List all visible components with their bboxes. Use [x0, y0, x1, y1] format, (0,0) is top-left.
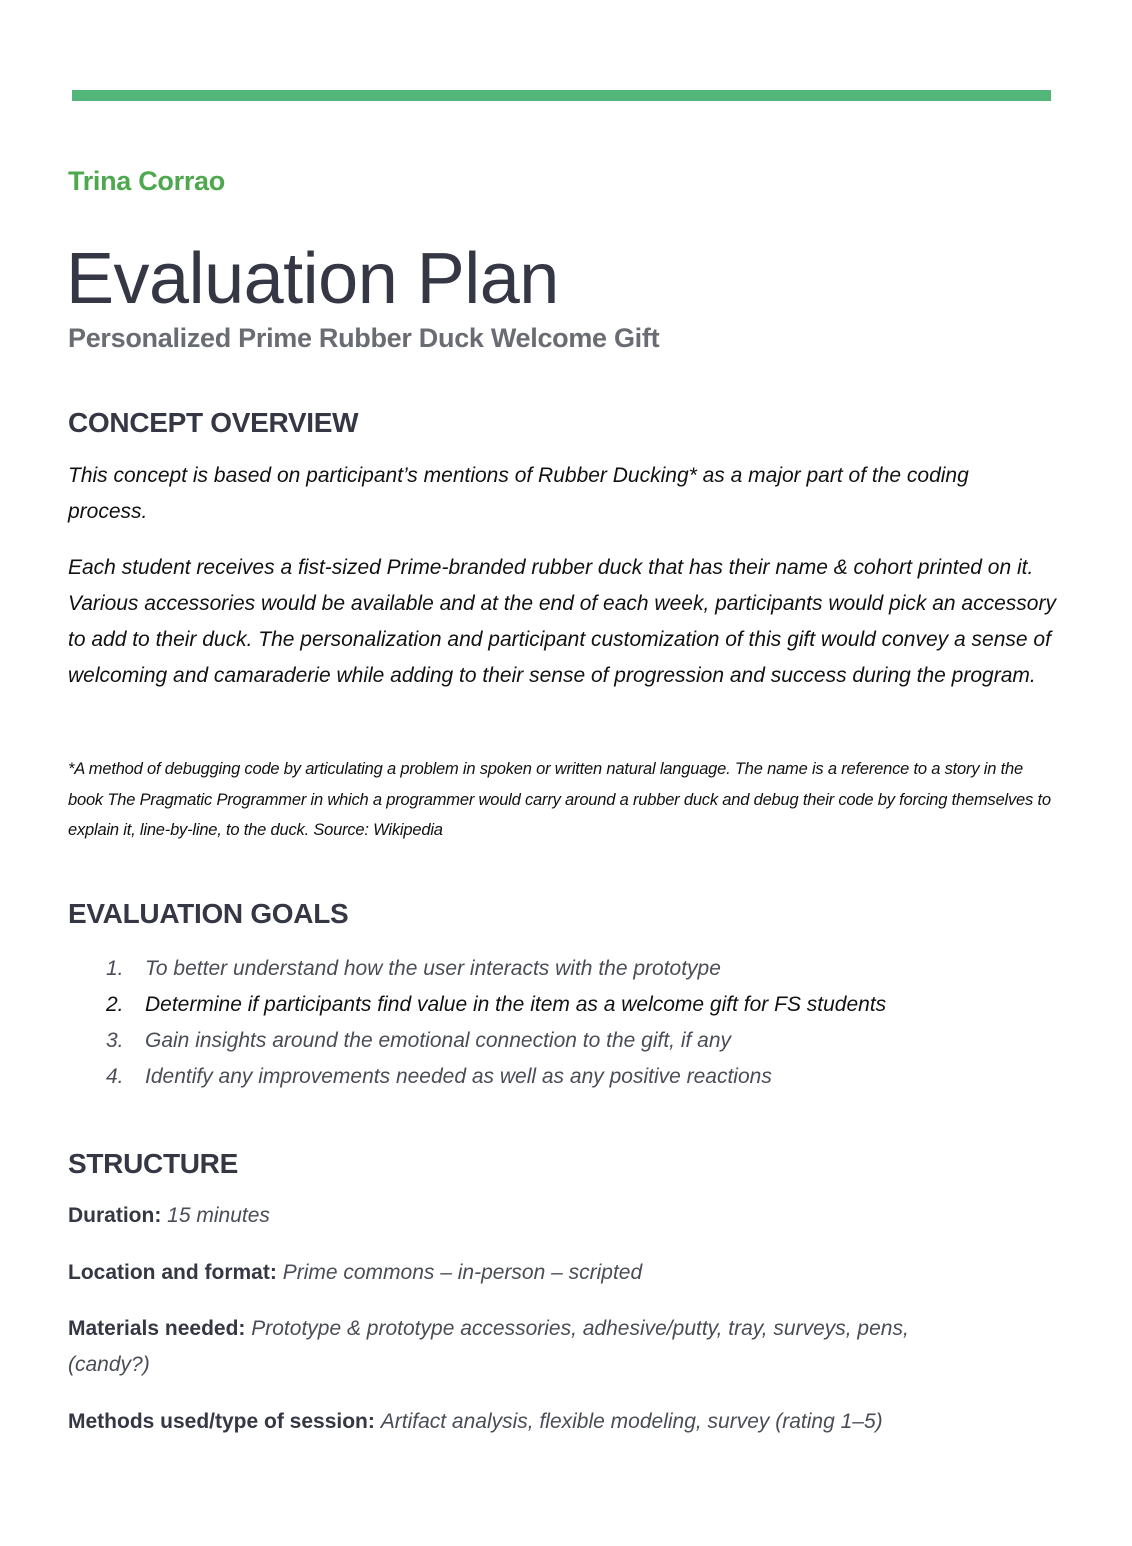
concept-paragraph-2: Each student receives a fist-sized Prime-branded rubber duck that has their name & cohort printed on it. Various accessories would be available and at the end of each week, participants would pick an accessory to add to their duck. The personalization and participant customization of this gift would convey a sense of welcoming and camaraderie while adding to their sense of progression and success during the program.: [68, 556, 1056, 687]
page-subtitle: Personalized Prime Rubber Duck Welcome Gift: [68, 323, 660, 353]
concept-overview-heading: CONCEPT OVERVIEW: [68, 407, 359, 438]
duration-label: Duration:: [68, 1204, 162, 1227]
rubber-ducking-footnote: *A method of debugging code by articulating a problem in spoken or written natural language. The name is a reference to a story in the book The Pragmatic Programmer in which a programmer would carry around a rubber duck and debug their code by forcing themselves to explain it, line-by-line, to the duck. Source: Wikipedia: [68, 760, 1051, 839]
goal-text: Identify any improvements needed as well as any positive reactions: [145, 1065, 772, 1088]
goal-number: 2.: [106, 993, 124, 1016]
location-format-value: Prime commons – in-person – scripted: [282, 1261, 643, 1284]
goal-number: 3.: [106, 1029, 124, 1052]
materials-needed-field: [68, 1311, 988, 1383]
author-name: Trina Corrao: [68, 166, 225, 196]
goal-text: Determine if participants find value in the item as a welcome gift for FS students: [145, 993, 887, 1016]
goal-number: 1.: [106, 957, 124, 980]
page-title: Evaluation Plan: [66, 239, 559, 319]
goal-text: Gain insights around the emotional connection to the gift, if any: [145, 1029, 732, 1052]
structure-heading: STRUCTURE: [68, 1148, 238, 1179]
methods-used-field: [68, 1404, 1058, 1440]
goal-text: To better understand how the user interacts with the prototype: [145, 957, 721, 980]
concept-paragraph-1: This concept is based on participant’s mentions of Rubber Ducking* as a major part of the coding process.: [68, 464, 969, 523]
evaluation-goals-heading: EVALUATION GOALS: [68, 898, 349, 929]
location-format-label: Location and format:: [68, 1261, 277, 1284]
header-accent-bar: [72, 90, 1051, 101]
duration-value: 15 minutes: [167, 1204, 270, 1227]
duration-field: [68, 1198, 1058, 1234]
materials-needed-value: Prototype & prototype accessories, adhesive/putty, tray, surveys, pens, (candy?): [68, 1317, 909, 1376]
location-format-field: [68, 1255, 1058, 1291]
methods-used-label: Methods used/type of session:: [68, 1410, 375, 1433]
methods-used-value: Artifact analysis, flexible modeling, survey (rating 1–5): [380, 1410, 883, 1433]
goal-number: 4.: [106, 1065, 124, 1088]
materials-needed-label: Materials needed:: [68, 1317, 246, 1340]
